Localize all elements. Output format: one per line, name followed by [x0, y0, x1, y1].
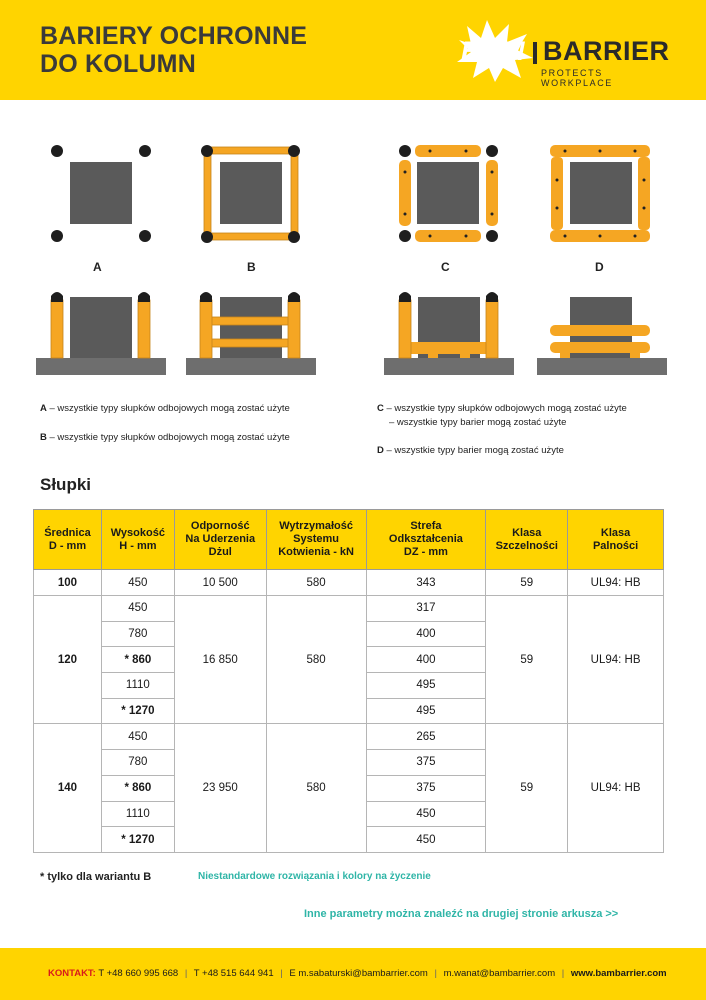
cell-height: 450: [101, 596, 174, 622]
custom-solutions-note: Niestandardowe rozwiązania i kolory na życzenie: [198, 871, 431, 882]
cell-zone: 317: [366, 596, 486, 622]
cell-zone: 495: [366, 673, 486, 699]
diagram-illustrations: [0, 120, 706, 390]
header-impact: Odporność Na Uderzenia Dżul: [174, 510, 266, 570]
cell-zone: 450: [366, 827, 486, 853]
cell-impact: 10 500: [174, 570, 266, 596]
contact-website[interactable]: www.bambarrier.com: [570, 968, 667, 979]
cell-height: 1110: [101, 673, 174, 699]
cell-height: 780: [101, 750, 174, 776]
header-deformation-zone: Strefa Odkształcenia DZ - mm: [366, 510, 486, 570]
table-row: [34, 596, 664, 622]
page-title: [40, 22, 307, 78]
cell-height: * 860: [101, 647, 174, 673]
logo-tagline: PROTECTS WORKPLACE: [541, 68, 613, 88]
section-title-posts: Słupki: [40, 475, 92, 494]
table-row: [34, 724, 664, 750]
legend-a: [40, 402, 290, 416]
legend-b: [40, 431, 290, 445]
legend-c-key: C: [377, 403, 384, 414]
header-diameter: Średnica D - mm: [34, 510, 102, 570]
legend-b-text: – wszystkie typy słupków odbojowych mogą zostać użyte: [46, 432, 290, 443]
cell-zone: 400: [366, 621, 486, 647]
footer-band: [0, 948, 706, 1000]
cell-ip: 59: [486, 570, 568, 596]
layout-diagrams: [0, 120, 706, 390]
cell-anchor: 580: [266, 570, 366, 596]
cell-anchor: 580: [266, 724, 366, 852]
contact-phone-1[interactable]: T +48 660 995 668: [98, 968, 179, 979]
diagram-d-side: [537, 297, 667, 375]
cell-height: * 1270: [101, 827, 174, 853]
cell-height: 1110: [101, 801, 174, 827]
diagram-label-b: B: [247, 260, 256, 274]
cell-height: 450: [101, 570, 174, 596]
cell-height: 450: [101, 724, 174, 750]
contact-separator: |: [280, 968, 283, 979]
cell-zone: 265: [366, 724, 486, 750]
bam-barrier-logo: [455, 18, 675, 88]
cell-height: * 860: [101, 775, 174, 801]
cell-fire: UL94: HB: [568, 596, 664, 724]
table-header-row: [34, 510, 664, 570]
header-ip-class: Klasa Szczelności: [486, 510, 568, 570]
diagram-b-top: [201, 145, 300, 243]
diagram-a-top: [51, 145, 151, 242]
contact-separator: |: [434, 968, 437, 979]
logo-separator: [533, 42, 537, 64]
cell-zone: 450: [366, 801, 486, 827]
legend-a-key: A: [40, 403, 47, 414]
header-anchor-strength: Wytrzymałość Systemu Kotwienia - kN: [266, 510, 366, 570]
legend-b-key: B: [40, 432, 47, 443]
diagram-c-top: [399, 145, 498, 242]
cell-zone: 343: [366, 570, 486, 596]
cell-zone: 495: [366, 698, 486, 724]
cell-diameter: 140: [34, 724, 102, 852]
cell-anchor: 580: [266, 596, 366, 724]
contact-email-2[interactable]: m.wanat@bambarrier.com: [443, 968, 556, 979]
legend-d-key: D: [377, 445, 384, 456]
cell-ip: 59: [486, 724, 568, 852]
diagram-c-side: [384, 292, 514, 375]
contact-label: KONTAKT:: [48, 968, 96, 979]
diagram-label-a: A: [93, 260, 102, 274]
cell-height: * 1270: [101, 698, 174, 724]
contact-separator: |: [184, 968, 188, 979]
contact-phone-2[interactable]: T +48 515 644 941: [193, 968, 274, 979]
diagram-a-side: [36, 292, 166, 375]
logo-barrier-text: BARRIER: [543, 36, 670, 66]
diagram-label-c: C: [441, 260, 450, 274]
legend-c: [377, 402, 627, 430]
diagram-b-side: [186, 292, 316, 375]
table-row: [34, 570, 664, 596]
cell-height: 780: [101, 621, 174, 647]
contact-line: [48, 968, 667, 979]
cell-ip: 59: [486, 596, 568, 724]
cell-impact: 23 950: [174, 724, 266, 852]
legend-a-text: – wszystkie typy słupków odbojowych mogą zostać użyte: [46, 403, 290, 414]
diagram-label-d: D: [595, 260, 604, 274]
logo-bam-text: BAM: [461, 36, 526, 66]
cell-zone: 400: [366, 647, 486, 673]
contact-separator: |: [561, 968, 565, 979]
cell-fire: UL94: HB: [568, 724, 664, 852]
cell-diameter: 100: [34, 570, 102, 596]
next-page-link[interactable]: Inne parametry można znaleźć na drugiej stronie arkusza >>: [304, 908, 619, 920]
header-height: Wysokość H - mm: [101, 510, 174, 570]
cell-fire: UL94: HB: [568, 570, 664, 596]
cell-zone: 375: [366, 775, 486, 801]
cell-diameter: 120: [34, 596, 102, 724]
legend-c-text: – wszystkie typy słupków odbojowych mogą zostać użyte: [383, 403, 627, 414]
legend-d-text: – wszystkie typy barier mogą zostać użyte: [383, 445, 564, 456]
contact-email-1[interactable]: E m.sabaturski@bambarrier.com: [289, 968, 428, 979]
page-title-line2: DO KOLUMN: [40, 50, 196, 78]
header-fire-class: Klasa Palności: [568, 510, 664, 570]
specs-table: [33, 509, 664, 853]
cell-impact: 16 850: [174, 596, 266, 724]
page-title-line1: BARIERY OCHRONNE: [40, 22, 308, 50]
cell-zone: 375: [366, 750, 486, 776]
variant-note: * tylko dla wariantu B: [40, 871, 152, 883]
legend-c-text2: – wszystkie typy barier mogą zostać użyte: [389, 417, 567, 428]
legend-d: [377, 444, 564, 458]
diagram-d-top: [550, 145, 650, 242]
header-band: [0, 0, 706, 100]
